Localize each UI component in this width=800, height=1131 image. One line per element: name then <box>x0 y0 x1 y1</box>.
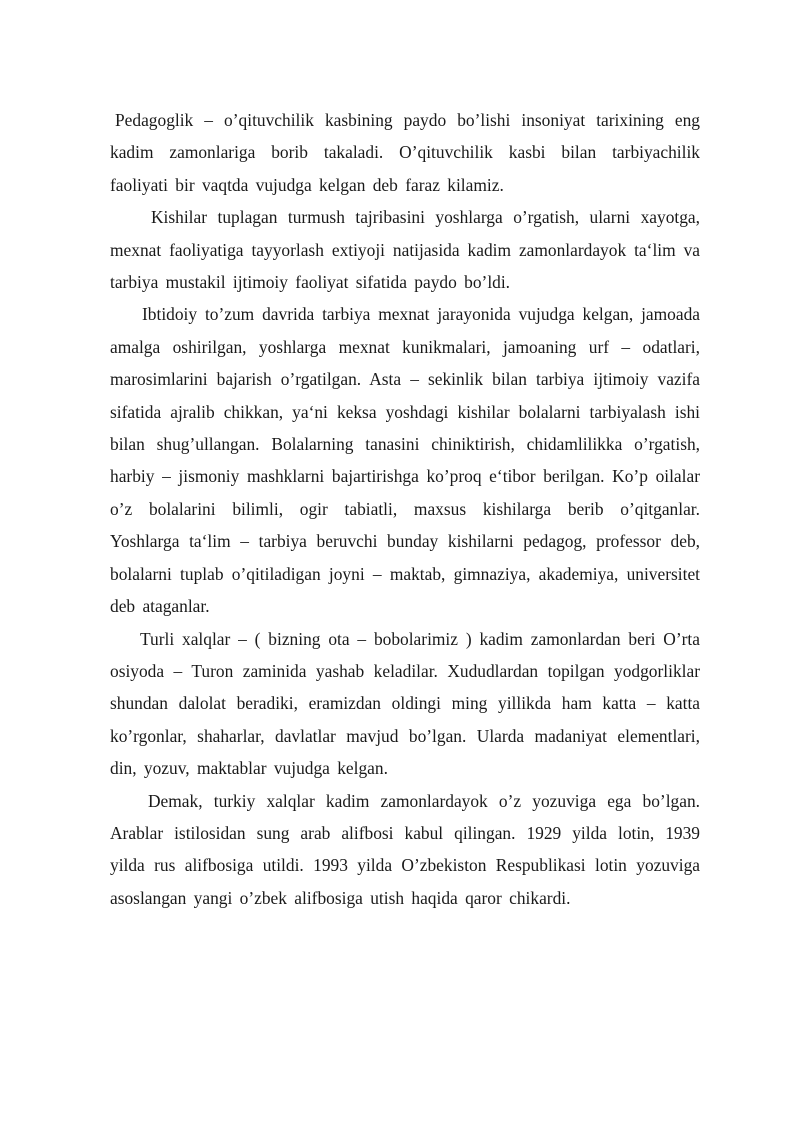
document-body <box>110 104 700 914</box>
paragraph-turli-xalqlar: Turli xalqlar – ( bizning ota – bobolarimiz ) kadim zamonlardan beri O’rta osiyoda – Turon zaminida yashab keladilar. Xududlardan topilgan yodgorliklar shundan dalolat beradiki, eramizdan oldingi ming yillikda ham katta – katta ko’rgonlar, shaharlar, davlatlar mavjud bo’lgan. Ularda madaniyat elementlari, din, yozuv, maktablar vujudga kelgan. <box>110 628 700 779</box>
paragraph-demak: Demak, turkiy xalqlar kadim zamonlardayok o’z yozuviga ega bo’lgan. Arablar istilosidan sung arab alifbosi kabul qilingan. 1929 yilda lotin, 1939 yilda rus alifbosiga utildi. 1993 yilda O’zbekiston Respublikasi lotin yozuviga asoslangan yangi o’zbek alifbosiga utish haqida qaror chikardi. <box>110 790 700 908</box>
paragraph-kishilar: Kishilar tuplagan turmush tajribasini yoshlarga o’rgatish, ularni xayotga, mexnat faoliyatiga tayyorlash extiyoji natijasida kadim zamonlardayok ta‘lim va tarbiya mustakil ijtimoiy faoliyat sifatida paydo bo’ldi. <box>110 207 700 293</box>
paragraph-pedagoglik: Pedagoglik – o’qituvchilik kasbining paydo bo’lishi insoniyat tarixining eng kadim zamonlariga borib takaladi. O’qituvchilik kasbi bilan tarbiyachilik faoliyati bir vaqtda vujudga kelgan deb faraz kilamiz. <box>110 110 700 195</box>
paragraph-ibtidoiy: Ibtidoiy to’zum davrida tarbiya mexnat jarayonida vujudga kelgan, jamoada amalga oshirilgan, yoshlarga mexnat kunikmalari, jamoaning urf – odatlari, marosimlarini bajarish o’rgatilgan. Asta – sekinlik bilan tarbiya ijtimoiy vazifa sifatida ajralib chikkan, ya‘ni keksa yoshdagi kishilar bolalarni tarbiyalash ishi bilan shug’ullangan. Bolalarning tanasini chiniktirish, chidamlilikka o’rgatish, harbiy – jismoniy mashklarni bajartirishga ko’proq e‘tibor berilgan. Ko’p oilalar o’z bolalarini bilimli, ogir tabiatli, maxsus kishilarga berib o’qitganlar. Yoshlarga ta‘lim – tarbiya beruvchi bunday kishilarni pedagog, professor deb, bolalarni tuplab o’qitiladigan joyni – maktab, gimnaziya, akademiya, universitet deb ataganlar. <box>110 304 700 617</box>
